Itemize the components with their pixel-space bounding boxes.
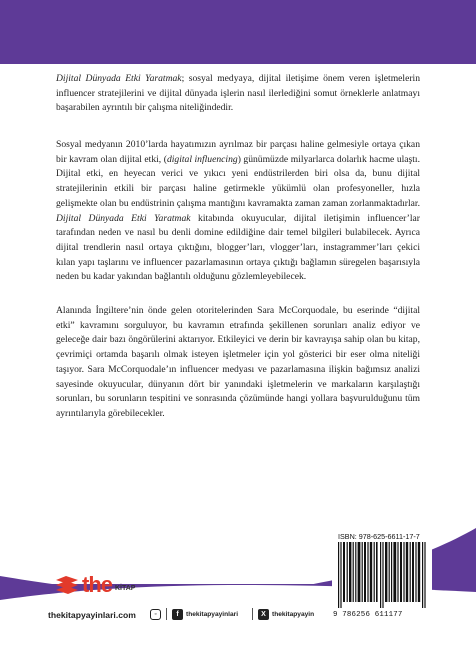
- instagram-icon: ◦: [150, 609, 161, 620]
- footer-divider-2: [252, 608, 253, 620]
- paragraph-2-text-a: Sosyal medyanın 2010’larda hayatımızın ayrılmaz bir parçası haline gelmesiyle ortaya çıkan bir kavram olan dijital etki, (: [56, 139, 420, 165]
- x-icon: X: [258, 609, 269, 620]
- paragraph-2-text-c: kitabında okuyucular, dijital iletişimin influencer’lar tarafından neden ve nasıl bu denli domine edildiğine dair temel bilgileri bulabilecek. Ayrıca dijital trendlerin nasıl ortaya çıktığını, blogger’ları, vlogger’ları, instagrammer’ları çekici kılan yapı taşlarını ve influencer pazarlamasının ortaya çıktığı bağlamın süregelen başarısıyla neden bu kadar yakından bağlantılı olduğunu gözlemleyebilecek.: [56, 212, 420, 283]
- barcode: [338, 542, 426, 608]
- paragraph-3-text: Alanında İngiltere’nin önde gelen otoritelerinden Sara McCorquodale, bu eserinde “dijital etki” kavramını sorguluyor, bu kavramın etrafında şekillenen sorunları analiz ediyor ve geleceğe dair bazı öngörülerini aktarıyor. Etkileyici ve derin bir kavrayışa sahip olan bu kitap, çevrimiçi ortamda başarılı olmak isteyen işletmeler için yol gösterici bir eser olma niteliği taşıyor. Sara McCorquodale’ın influencer medyası ve pazarlamasına ilişkin bağımsız analizi sayesinde okuyucular, dünyanın dört bir yanındaki işletmelerin ve markaların karşılaştığı sorunları, bu sorunların tespitini ve sonrasında çözümünde hangi yollara başvurulduğunu tüm ayrıntılarıyla görebilecekler.: [56, 305, 420, 419]
- publisher-website[interactable]: thekitapyayinlari.com: [48, 610, 136, 620]
- book-title-italic-2: Dijital Dünyada Etki Yaratmak: [56, 212, 191, 224]
- paragraph-2-text-b: ) günümüzde milyarlarca dolarlık hacme ulaştı. Dijital etki, en heyecan verici ve yıkıcı yeni endüstrilerden biri olsa da, bunu dijital stratejilerinin etkili bir parçası haline getirmekle yükümlü olan profesyoneller, hızla gelişmekte olan bu endüstrinin çalışma mantığını kavramakta zaman zaman zorlanmaktadırlar.: [56, 153, 421, 209]
- facebook-handle: thekitapyayinlari: [186, 610, 239, 618]
- blurb-area: [0, 64, 476, 584]
- barcode-digits: 9 786256 611177: [333, 611, 403, 619]
- logo-kitap-text: KİTAP: [115, 585, 136, 592]
- publisher-logo: [54, 572, 164, 602]
- facebook-link[interactable]: [172, 607, 238, 621]
- instagram-link[interactable]: [150, 607, 164, 621]
- facebook-icon: f: [172, 609, 183, 620]
- footer-divider: [166, 608, 167, 620]
- paragraph-1-text: ; sosyal medyaya, dijital iletişime önem veren işletmelerin influencer stratejilerini ve dijital dünyada işlerin nasıl ilerlediğini somut örneklerle anlatmayı başarabilen ayrıntılı bir çalışma niteliğindedir.: [56, 73, 420, 114]
- blurb-paragraph-3: [56, 304, 420, 422]
- x-handle: thekitapyayin: [272, 610, 315, 618]
- digital-influencing-italic: digital influencing: [166, 153, 238, 165]
- book-stack-icon: [54, 574, 80, 598]
- blurb-paragraph-1: [56, 72, 420, 116]
- x-link[interactable]: [258, 607, 314, 621]
- top-purple-band: [0, 0, 476, 64]
- book-title-italic: Dijital Dünyada Etki Yaratmak: [56, 73, 182, 84]
- logo-the-text: the: [82, 572, 112, 597]
- isbn-label: ISBN: 978-625-6611-17-7: [338, 532, 420, 541]
- blurb-paragraph-2: [56, 138, 420, 285]
